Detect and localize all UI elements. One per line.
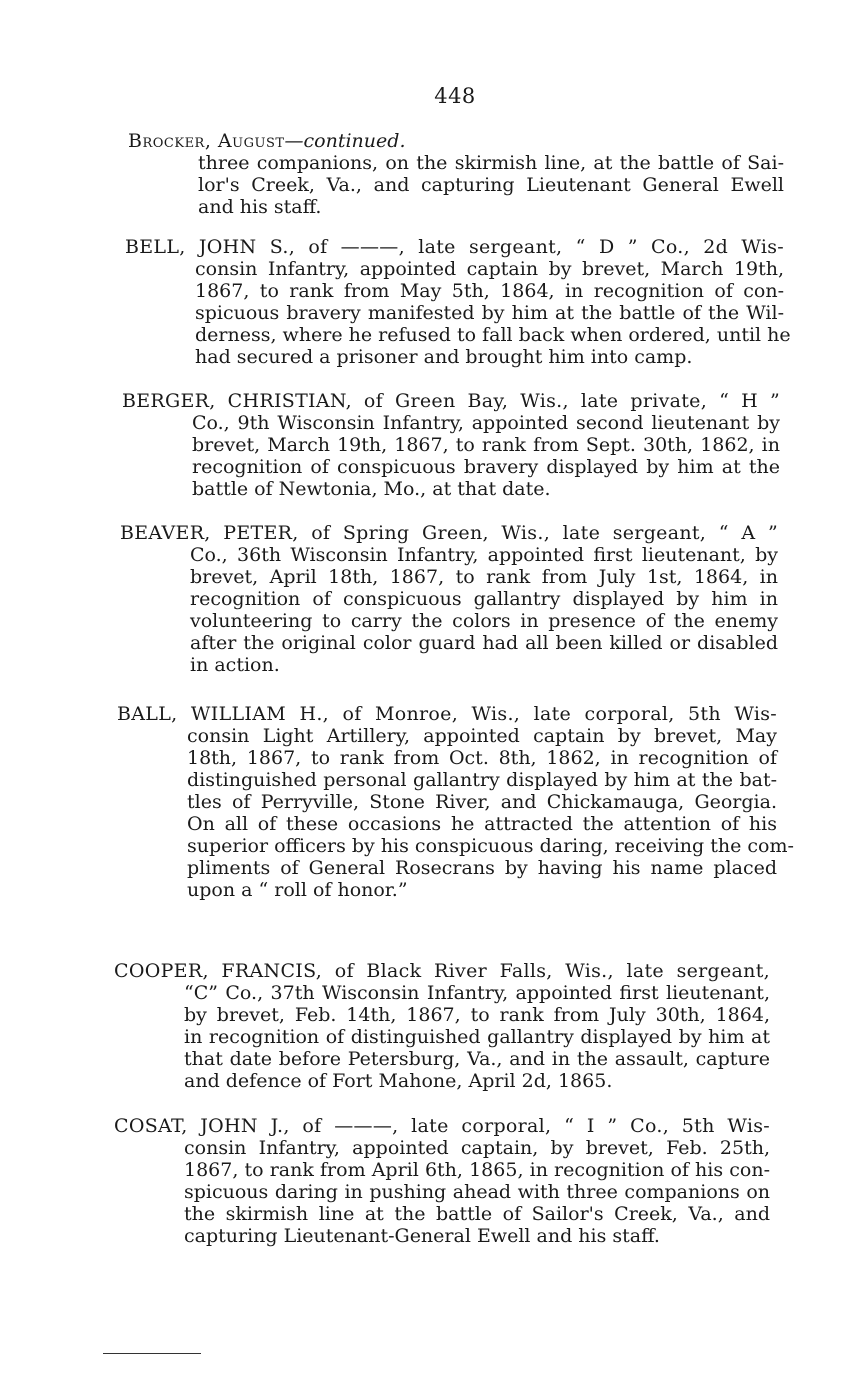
entry-line: consin Infantry, appointed captain, by brevet, Feb. 25th, (184, 1137, 770, 1159)
entry-line: distinguished personal gallantry displayed by him at the bat- (187, 769, 777, 791)
entry-bell (125, 236, 791, 368)
entry-line: consin Light Artillery, appointed captain by brevet, May (187, 725, 777, 747)
page-number: 448 (434, 84, 476, 108)
entry-line: in action. (190, 654, 280, 676)
entry-line: 18th, 1867, to rank from Oct. 8th, 1862, in recognition of (187, 747, 777, 769)
entry-line: consin Infantry, appointed captain by brevet, March 19th, (195, 258, 784, 280)
entry-line: pliments of General Rosecrans by having his name placed (187, 857, 777, 879)
entry-heading: COSAT, JOHN J., of ———, late corporal, “ I ” Co., 5th Wis- (114, 1115, 770, 1137)
entry-line: superior officers by his conspicuous daring, receiving the com- (187, 835, 794, 857)
footer-rule (103, 1353, 201, 1354)
entry-line: brevet, April 18th, 1867, to rank from July 1st, 1864, in (190, 566, 778, 588)
entry-line: lor's Creek, Va., and capturing Lieutenant General Ewell (198, 174, 784, 196)
entry-heading: BALL, WILLIAM H., of Monroe, Wis., late corporal, 5th Wis- (117, 703, 777, 725)
entry-line: by brevet, Feb. 14th, 1867, to rank from July 30th, 1864, (184, 1004, 770, 1026)
entry-line: recognition of conspicuous bravery displayed by him at the (192, 456, 780, 478)
entry-continued-label: —continued. (284, 130, 406, 152)
entry-heading: COOPER, FRANCIS, of Black River Falls, Wis., late sergeant, (114, 960, 770, 982)
entry-line: 1867, to rank from April 6th, 1865, in recognition of his con- (184, 1159, 770, 1181)
entry-line: recognition of conspicuous gallantry displayed by him in (190, 588, 778, 610)
entry-heading: BELL, JOHN S., of ———, late sergeant, “ D ” Co., 2d Wis- (125, 236, 784, 258)
entry-heading (128, 130, 784, 152)
entry-line: after the original color guard had all been killed or disabled (190, 632, 778, 654)
entry-line: brevet, March 19th, 1867, to rank from Sept. 30th, 1862, in (192, 434, 780, 456)
entry-line: and his staff. (198, 196, 322, 218)
entry-cooper (114, 960, 770, 1092)
entry-line: spicuous daring in pushing ahead with three companions on (184, 1181, 770, 1203)
entry-line: upon a “ roll of honor.” (187, 879, 408, 901)
entry-line: that date before Petersburg, Va., and in the assault, capture (184, 1048, 770, 1070)
entry-line: volunteering to carry the colors in presence of the enemy (190, 610, 778, 632)
entry-name: Brocker, August (128, 130, 285, 152)
entry-line: battle of Newtonia, Mo., at that date. (192, 478, 551, 500)
entry-line: On all of these occasions he attracted the attention of his (187, 813, 777, 835)
entry-line: 1867, to rank from May 5th, 1864, in recognition of con- (195, 280, 784, 302)
entry-line: the skirmish line at the battle of Sailor's Creek, Va., and (184, 1203, 770, 1225)
entry-line: “C” Co., 37th Wisconsin Infantry, appointed first lieutenant, (184, 982, 770, 1004)
entry-line: had secured a prisoner and brought him into camp. (195, 346, 693, 368)
entry-line: three companions, on the skirmish line, at the battle of Sai- (198, 152, 784, 174)
entry-line: spicuous bravery manifested by him at the battle of the Wil- (195, 302, 784, 324)
entry-heading: BERGER, CHRISTIAN, of Green Bay, Wis., late private, “ H ” (122, 390, 780, 412)
entry-line: tles of Perryville, Stone River, and Chickamauga, Georgia. (187, 791, 777, 813)
entry-line: derness, where he refused to fall back when ordered, until he (195, 324, 791, 346)
entry-cosat (114, 1115, 770, 1247)
entry-line: and defence of Fort Mahone, April 2d, 1865. (184, 1070, 613, 1092)
entry-ball (117, 703, 794, 901)
entry-beaver (120, 522, 778, 676)
entry-heading: BEAVER, PETER, of Spring Green, Wis., late sergeant, “ A ” (120, 522, 778, 544)
entry-berger (122, 390, 780, 500)
entry-line: Co., 36th Wisconsin Infantry, appointed first lieutenant, by (190, 544, 778, 566)
entry-line: Co., 9th Wisconsin Infantry, appointed second lieutenant by (192, 412, 780, 434)
entry-line: in recognition of distinguished gallantry displayed by him at (184, 1026, 770, 1048)
entry-line: capturing Lieutenant-General Ewell and his staff. (184, 1225, 660, 1247)
entry-brocker-continued (128, 130, 784, 218)
